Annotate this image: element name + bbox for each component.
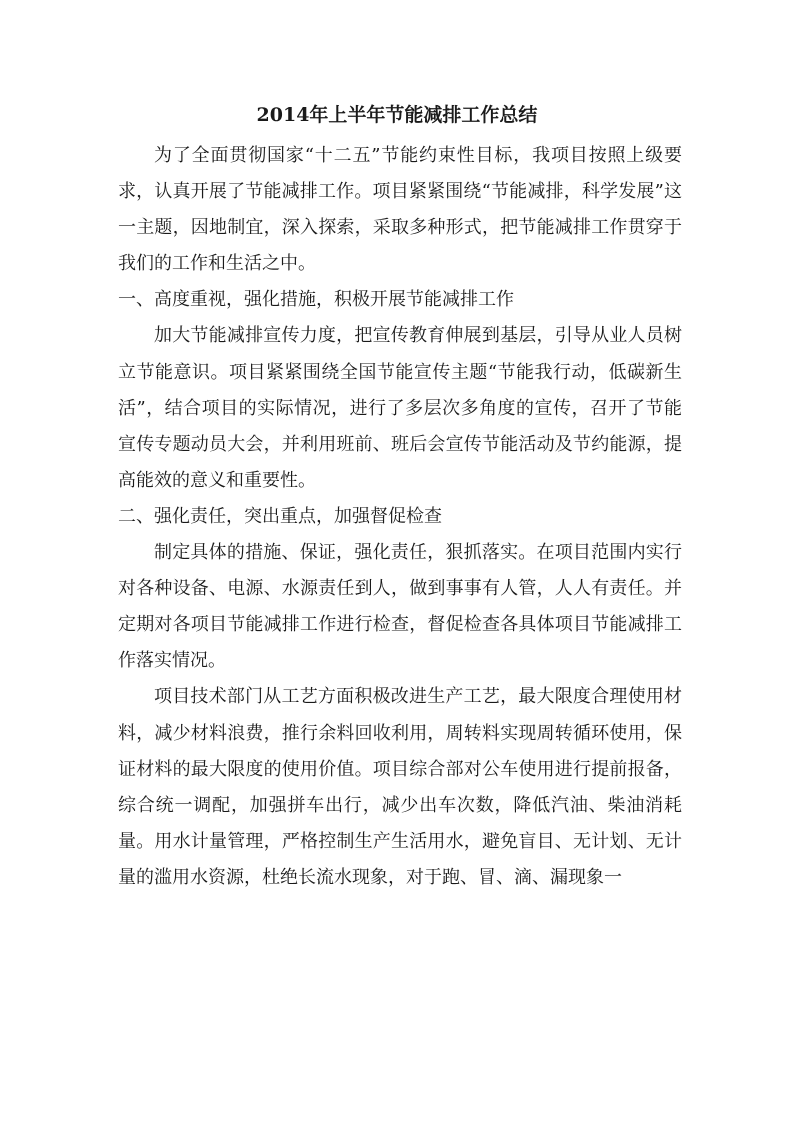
document-title: 2014年上半年节能减排工作总结 [256, 104, 538, 126]
section-heading-1: 一、高度重视，强化措施，积极开展节能减排工作 [118, 289, 514, 311]
document-body [118, 138, 682, 896]
section-heading-2: 二、强化责任，突出重点，加强督促检查 [118, 505, 442, 527]
paragraph-section-1: 加大节能减排宣传力度，把宣传教育伸展到基层，引导从业人员树立节能意识。项目紧紧围绕全国节能宣传主题“节能我行动，低碳新生活”，结合项目的实际情况，进行了多层次多角度的宣传，召开了节能宣传专题动员大会，并利用班前、班后会宣传节能活动及节约能源，提高能效的意义和重要性。 [118, 325, 682, 491]
paragraph-section-2b: 项目技术部门从工艺方面积极改进生产工艺，最大限度合理使用材料，减少材料浪费，推行余料回收利用，周转料实现周转循环使用，保证材料的最大限度的使用价值。项目综合部对公车使用进行提前报备，综合统一调配，加强拼车出行，减少出车次数，降低汽油、柴油消耗量。用水计量管理，严格控制生产生活用水，避免盲目、无计划、无计量的滥用水资源，杜绝长流水现象，对于跑、冒、滴、漏现象一 [118, 686, 682, 888]
paragraph-intro: 为了全面贯彻国家“十二五”节能约束性目标，我项目按照上级要求，认真开展了节能减排工作。项目紧紧围绕“节能减排，科学发展”这一主题，因地制宜，深入探索，采取多种形式，把节能减排工作贯穿于我们的工作和生活之中。 [118, 145, 682, 275]
paragraph-section-2a: 制定具体的措施、保证，强化责任，狠抓落实。在项目范围内实行对各种设备、电源、水源责任到人，做到事事有人管，人人有责任。并定期对各项目节能减排工作进行检查，督促检查各具体项目节能减排工作落实情况。 [118, 542, 682, 672]
